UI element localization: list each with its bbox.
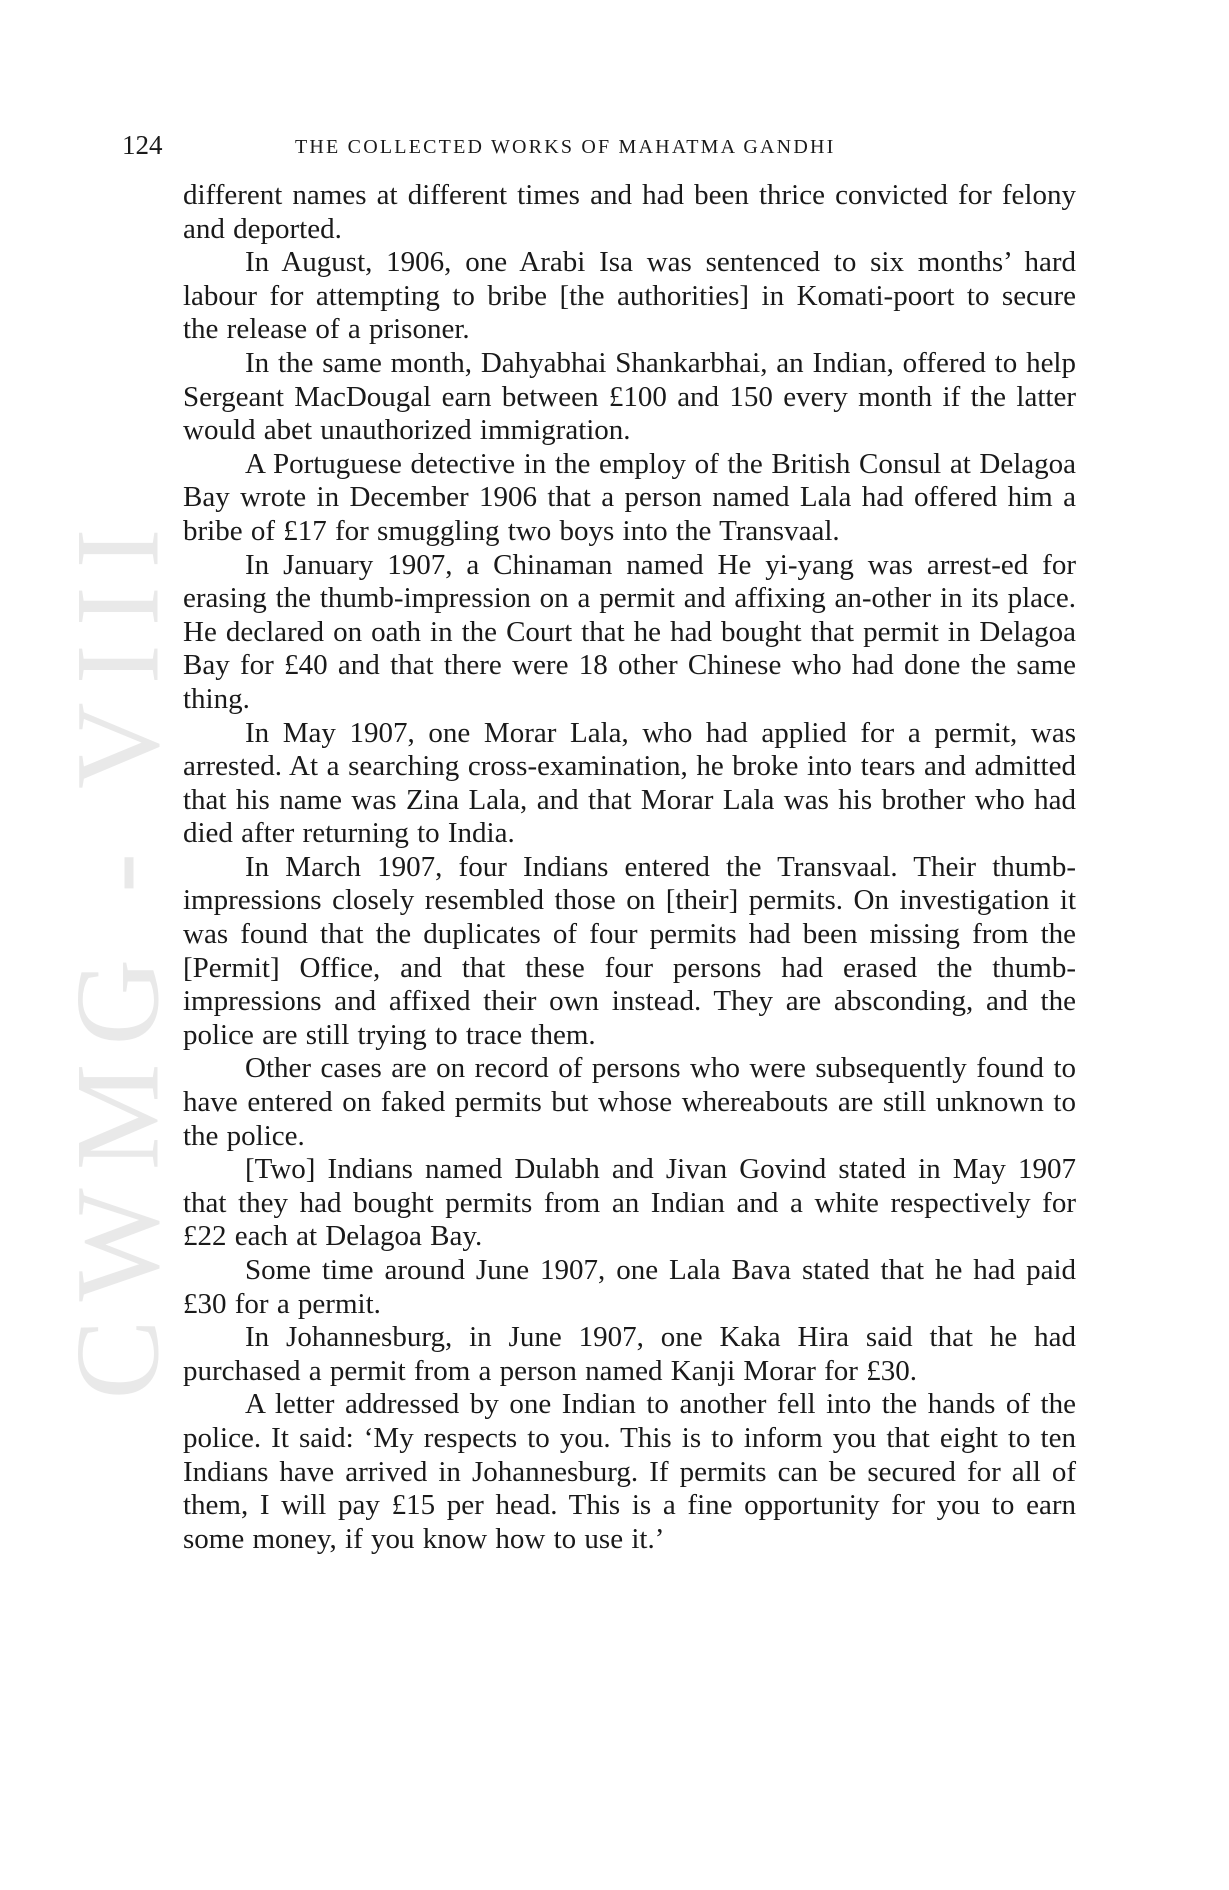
paragraph: A letter addressed by one Indian to another fell into the hands of the police. It said: ‘My respects to you. This is to inform you that eight to ten Indians have arrived in Johannesburg. If permits can be secured for all of them, I will pay £15 per head. This is a fine opportunity for you to earn some money, if you know how to use it.’ (183, 1388, 1076, 1555)
page-header (122, 130, 1080, 170)
watermark (50, 505, 183, 1405)
paragraph: In Johannesburg, in June 1907, one Kaka Hira said that he had purchased a permit from a person named Kanji Morar for £30. (183, 1321, 1076, 1387)
paragraph: In the same month, Dahyabhai Shankarbhai, an Indian, offered to help Sergeant MacDougal earn between £100 and 150 every month if the latter would abet unauthorized immigration. (183, 346, 1076, 447)
paragraph-continued: different names at different times and had been thrice convicted for felony and deported. (183, 179, 1076, 245)
paragraph: In January 1907, a Chinaman named He yi-yang was arrest-ed for erasing the thumb-impression on a permit and affixing an-other in its place. He declared on oath in the Court that he had bought that permit in Delagoa Bay for £40 and that there were 18 other Chinese who had done the same thing. (183, 548, 1076, 715)
paragraph: In May 1907, one Morar Lala, who had applied for a permit, was arrested. At a searching cross-examination, he broke into tears and admitted that his name was Zina Lala, and that Morar Lala was his brother who had died after returning to India. (183, 716, 1076, 850)
paragraph: In March 1907, four Indians entered the Transvaal. Their thumb-impressions closely resembled those on [their] permits. On investigation it was found that the duplicates of four permits had been missing from the [Permit] Office, and that these four persons had erased the thumb-impressions and affixed their own instead. They are absconding, and the police are still trying to trace them. (183, 850, 1076, 1051)
paragraph: Other cases are on record of persons who were subsequently found to have entered on faked permits but whose whereabouts are still unknown to the police. (183, 1052, 1076, 1152)
paragraph: Some time around June 1907, one Lala Bava stated that he had paid £30 for a permit. (183, 1254, 1076, 1320)
watermark-text: CWMG - VIII (50, 510, 183, 1400)
body-text (183, 179, 1076, 1556)
paragraph: A Portuguese detective in the employ of the British Consul at Delagoa Bay wrote in December 1906 that a person named Lala had offered him a bribe of £17 for smuggling two boys into the Transvaal. (183, 447, 1076, 547)
paragraph: In August, 1906, one Arabi Isa was sentenced to six months’ hard labour for attempting to bribe [the authorities] in Komati-poort to secure the release of a prisoner. (183, 246, 1076, 346)
running-head: THE COLLECTED WORKS OF MAHATMA GANDHI (295, 136, 836, 158)
paragraph: [Two] Indians named Dulabh and Jivan Govind stated in May 1907 that they had bought permits from an Indian and a white respectively for £22 each at Delagoa Bay. (183, 1153, 1076, 1253)
page-number: 124 (122, 130, 163, 160)
